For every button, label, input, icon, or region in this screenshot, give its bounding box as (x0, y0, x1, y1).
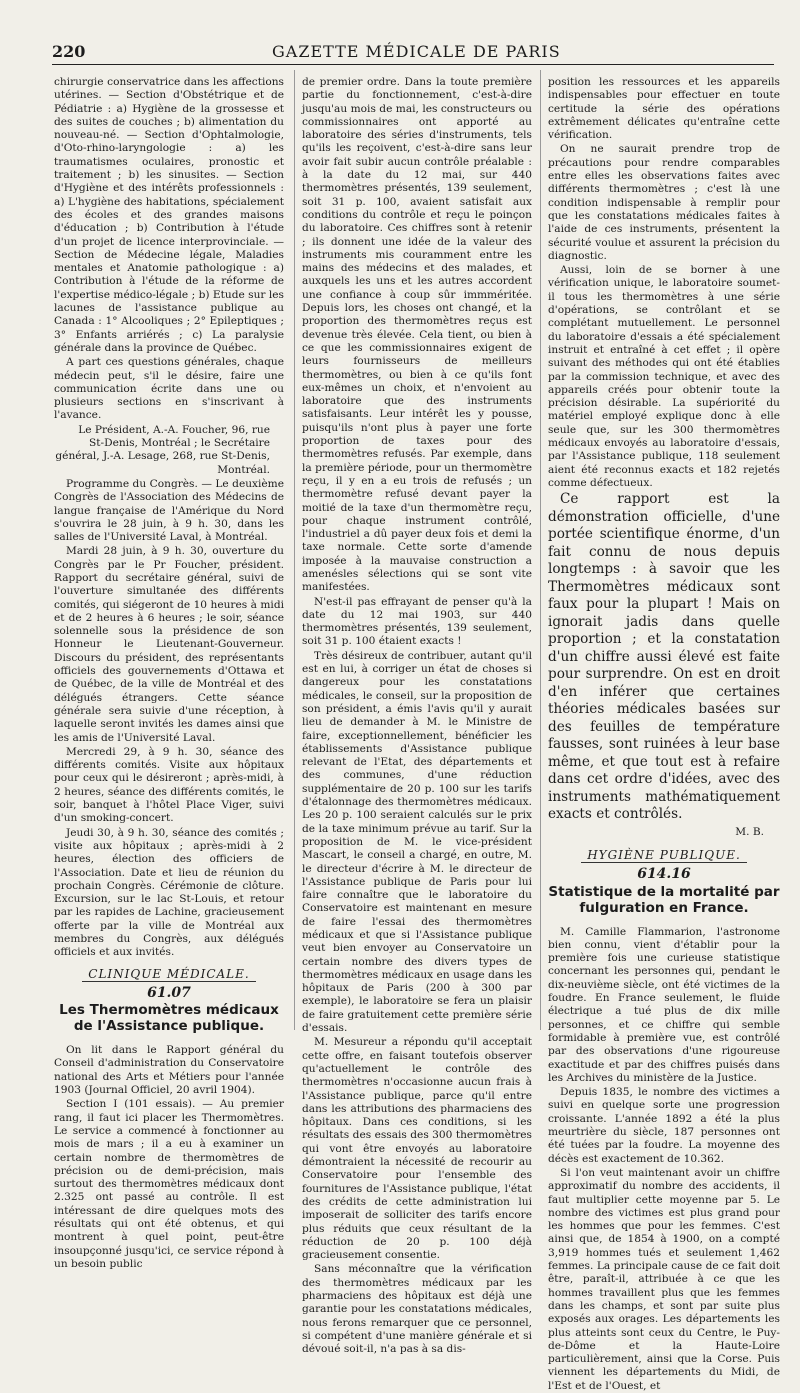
column-1 (54, 76, 284, 1270)
article-number: 61.07 (147, 984, 191, 1001)
page-number: 220 (52, 42, 86, 61)
section-label: HYGIÈNE PUBLIQUE. (581, 848, 747, 863)
paragraph: Programme du Congrès. — Le deuxième Congrès de l'Association des Médecins de langue française de l'Amérique du Nord s'ouvrira le 28 juin, à 9 h. 30, dans les salles de l'Université Laval, à Montréal. (54, 477, 284, 544)
paragraph: On ne saurait prendre trop de précautions pour rendre comparables entre elles les observations faites avec différents thermomètres ; c'est là une condition indispensable à remplir pour que les constatations médicales faites à l'aide de ces instruments, présentent la sécurité voulue et assurent la précision du diagnostic. (548, 143, 780, 262)
page-header (52, 40, 774, 65)
section-heading (548, 849, 780, 862)
column-divider (540, 70, 541, 1030)
paragraph: Mardi 28 juin, à 9 h. 30, ouverture du Congrès par le Pr Foucher, président. Rapport du secrétaire général, suivi de l'ouverture simultanée des différents comités, qui siégeront de 10 heures à midi et de 2 heures à 6 heures ; le soir, séance solennelle sous la présidence de son Honneur le Lieutenant-Gouverneur. Discours du président, des représentants officiels des gouvernements d'Ottawa et de Québec, de la ville de Montréal et des délégués étrangers. Cette séance générale sera suivie d'une réception, à laquelle seront invités les dames ainsi que les amis de l'Université Laval. (54, 545, 284, 744)
section-heading (54, 968, 284, 981)
paragraph: On lit dans le Rapport général du Conseil d'administration du Conservatoire national des Arts et Métiers pour l'année 1903 (Journal Officiel, 20 avril 1904). (54, 1044, 284, 1097)
column-3 (548, 76, 780, 1392)
author-initials: M. B. (735, 825, 764, 838)
paragraph: Jeudi 30, à 9 h. 30, séance des comités ; visite aux hôpitaux ; après-midi à 2 heures, élection des officiers de l'Association. Date et lieu de réunion du prochain Congrès. Cérémonie de clôture. Excursion, sur le lac St-Louis, et retour par les rapides de Lachine, gracieusement offerte par la ville de Montréal aux membres du Congrès, aux délégués officiels et aux invités. (54, 826, 284, 959)
paragraph: position les ressources et les appareils indispensables pour effectuer en toute certitude la série des opérations extrêmement délicates qu'entraîne cette vérification. (548, 76, 780, 142)
paragraph: chirurgie conservatrice dans les affections utérines. — Section d'Obstétrique et de Pédiatrie : a) Hygiène de la grossesse et des suites de couches ; b) alimentation du nouveau-né. — Section d'Ophtalmologie, d'Oto-rhino-laryngologie : a) les traumatismes oculaires, pronostic et traitement ; b) les sinusites. — Section d'Hygiène et des intérêts professionnels : a) L'hygiène des habitations, spécialement des écoles et des grandes maisons d'éducation ; b) Contribution à l'étude d'un projet de licence interprovinciale. — Section de Médecine légale, Maladies mentales et Anatomie pathologique : a) Contribution à l'étude de la réforme de l'expertise médico-légale ; b) Etude sur les lacunes de l'assistance publique au Canada : 1° Alcooliques ; 2° Epileptiques ; 3° Enfants arriérés ; c) La paralysie générale dans la province de Québec. (54, 76, 284, 354)
paragraph: N'est-il pas effrayant de penser qu'à la date du 12 mai 1903, sur 440 thermomètres présentés, 139 seulement, soit 31 p. 100 étaient exacts ! (302, 595, 532, 648)
signature: Le Président, A.-A. Foucher, 96, rue St-Denis, Montréal ; le Secrétaire général, J.-A. Lesage, 268, rue St-Denis, Montréal. (55, 423, 270, 476)
column-2 (302, 76, 532, 1356)
paragraph: M. Camille Flammarion, l'astronome bien connu, vient d'établir pour la première fois une curieuse statistique concernant les personnes qui, pendant le dix-neuvième siècle, ont été victimes de la foudre. En France seulement, le fluide électrique a tué plus de dix mille personnes, et ce chiffre qui semble formidable à première vue, est contrôlé par des observations d'une rigoureuse exactitude et par des chiffres puisés dans les Archives du ministère de la Justice. (548, 925, 780, 1084)
paragraph: Sans méconnaître que la vérification des thermomètres médicaux par les pharmaciens des hôpitaux est déjà une garantie pour les constatations médicales, nous ferons remarquer que ce personnel, si compétent d'une manière générale et si dévoué soit-il, n'a pas à sa dis- (302, 1263, 532, 1356)
article-title: Les Thermomètres médicaux de l'Assistance publique. (59, 1002, 279, 1035)
paragraph: Très désireux de contribuer, autant qu'il est en lui, à corriger un état de choses si dangereux pour les constatations médicales, le conseil, sur la proposition de son président, a émis l'avis qu'il y aurait lieu de demander à M. le Ministre de faire, exceptionnellement, bénéficier les établissements d'Assistance publique relevant de l'Etat, des départements et des communes, d'une réduction supplémentaire de 20 p. 100 sur les tarifs d'étalonnage des thermomètres médicaux. Les 20 p. 100 seraient calculés sur le prix de la taxe minimum prévue au tarif. Sur la proposition de M. le vice-président Mascart, le conseil a chargé, en outre, M. le directeur d'écrire à M. le directeur de l'Assistance publique de Paris pour lui faire connaître que le laboratoire du Conservatoire est maintenant en mesure de faire l'essai des thermomètres médicaux et que si l'Assistance publique veut bien envoyer au Conservatoire un certain nombre des divers types de thermomètres médicaux en usage dans les hôpitaux de Paris (200 à 300 par exemple), le laboratoire se fera un plaisir de faire gratuitement cette première série d'essais. (302, 649, 532, 1035)
paragraph: Depuis 1835, le nombre des victimes a suivi en quelque sorte une progression croissante. L'année 1892 a été la plus meurtrière du siècle, 187 personnes ont été tuées par la foudre. La moyenne des décès est exactement de 10.362. (548, 1086, 780, 1165)
paragraph: M. Mesureur a répondu qu'il acceptait cette offre, en faisant toutefois observer qu'actuellement le contrôle des thermomètres n'occasionne aucun frais à l'Assistance publique, parce qu'il entre dans les attributions des pharmaciens des hôpitaux. Dans ces conditions, si les résultats des essais des 300 thermomètres qui vont être envoyés au laboratoire démontraient la nécessité de recourir au Conservatoire pour l'ensemble des fournitures de l'Assistance publique, l'état des crédits de cette administration lui imposerait de solliciter des tarifs encore plus réduits que ceux résultant de la réduction de 20 p. 100 déjà gracieusement consentie. (302, 1036, 532, 1262)
paragraph: Mercredi 29, à 9 h. 30, séance des différents comités. Visite aux hôpitaux pour ceux qui le désireront ; après-midi, à 2 heures, séance des différents comités, le soir, banquet à l'hôtel Place Viger, suivi d'un smoking-concert. (54, 745, 284, 825)
commentary-paragraph: Ce rapport est la démonstration officielle, d'une portée scientifique énorme, d'un fait connu de nous depuis longtemps : à savoir que les Thermomètres médicaux sont faux pour la plupart ! Mais on ignorait jadis dans quelle proportion ; et la constatation d'un chiffre aussi élevé est faite pour surprendre. On est en droit d'en inférer que certaines théories médicales basées sur des feuilles de température fausses, sont ruinées à leur base même, et que tout est à refaire dans cet ordre d'idées, avec des instruments mathématiquement exacts et contrôlés. (548, 491, 780, 823)
column-divider (294, 70, 295, 1030)
paragraph: de premier ordre. Dans la toute première partie du fonctionnement, c'est-à-dire jusqu'au mois de mai, les constructeurs ou commissionnaires ont apporté au laboratoire des séries d'instruments, tels qu'ils les reçoivent, c'est-à-dire sans leur avoir fait subir aucun contrôle préalable : à la date du 12 mai, sur 440 thermomètres présentés, 139 seulement, soit 31 p. 100, avaient satisfait aux conditions du contrôle et reçu le poinçon du laboratoire. Ces chiffres sont à retenir ; ils donnent une idée de la valeur des instruments mis couramment entre les mains des médecins et des malades, et auxquels les uns et les autres accordent une confiance à coup sûr immméritée. Depuis lors, les choses ont changé, et la proportion des thermomètres reçus est devenue très élevée. Cela tient, ou bien à ce que les commissionnaires exigent de leurs fournisseurs de meilleurs thermomètres, ou bien à ce qu'ils font eux-mêmes un choix, et n'envoient au laboratoire que des instruments satisfaisants. Leur intérêt les y pousse, puisqu'ils n'ont plus à payer une forte proportion de taxes pour des thermomètres refusés. Par exemple, dans la première période, pour un thermomètre reçu, il y en a eu trois de refusés ; un thermomètre refusé devant payer la moitié de la taxe d'un thermomètre reçu, pour chaque instrument contrôlé, l'industriel a dû payer deux fois et demi la taxe normale. Cette sorte d'amende imposée à la mauvaise construction a amenésles sélections qui se sont vite manifestées. (302, 76, 532, 594)
journal-title: GAZETTE MÉDICALE DE PARIS (272, 42, 561, 61)
article-number: 614.16 (637, 866, 691, 883)
paragraph: A part ces questions générales, chaque médecin peut, s'il le désire, faire une communication écrite dans une ou plusieurs sections en s'inscrivant à l'avance. (54, 356, 284, 422)
paragraph: Si l'on veut maintenant avoir un chiffre approximatif du nombre des accidents, il faut multiplier cette moyenne par 5. Le nombre des victimes est plus grand pour les hommes que pour les femmes. C'est ainsi que, de 1854 à 1900, on a compté 3,919 hommes tués et seulement 1,462 femmes. La principale cause de ce fait doit être, paraît-il, attribuée à ce que les hommes travaillent plus que les femmes dans les champs, et sont par suite plus exposés aux orages. Les départements les plus atteints sont ceux du Centre, le Puy-de-Dôme et la Haute-Loire particulièrement, ainsi que la Corse. Puis viennent les départements du Midi, de l'Est et de l'Ouest, et (548, 1166, 780, 1392)
section-label: CLINIQUE MÉDICALE. (82, 967, 255, 982)
article-title: Statistique de la mortalité par fulguration en France. (548, 883, 780, 916)
paragraph: Aussi, loin de se borner à une vérification unique, le laboratoire soumet-il tous les thermomètres à une série d'opérations, se contrôlant et se complétant mutuellement. Le personnel du laboratoire d'essais a été spécialement instruit et entraîné à cet effet ; il opère suivant des méthodes qui ont été établies par la commission technique, et avec des appareils créés pour obtenir toute la précision désirable. La supériorité du matériel employé explique donc à elle seule que, sur les 300 thermomètres médicaux envoyés au laboratoire d'essais, par l'Assistance publique, 118 seulement aient été reconnus exacts et 182 rejetés comme défectueux. (548, 264, 780, 489)
paragraph: Section I (101 essais). — Au premier rang, il faut ici placer les Thermomètres. Le service a commencé à fonctionner au mois de mars ; il a eu à examiner un certain nombre de thermomètres de précision ou de demi-précision, mais surtout des thermomètres médicaux dont 2.325 ont passé au contrôle. Il est intéressant de dire quelques mots des résultats qui ont été obtenus, et qui montrent à quel point, peut-être insoupçonné jusqu'ici, ce service répond à un besoin public (54, 1098, 284, 1270)
